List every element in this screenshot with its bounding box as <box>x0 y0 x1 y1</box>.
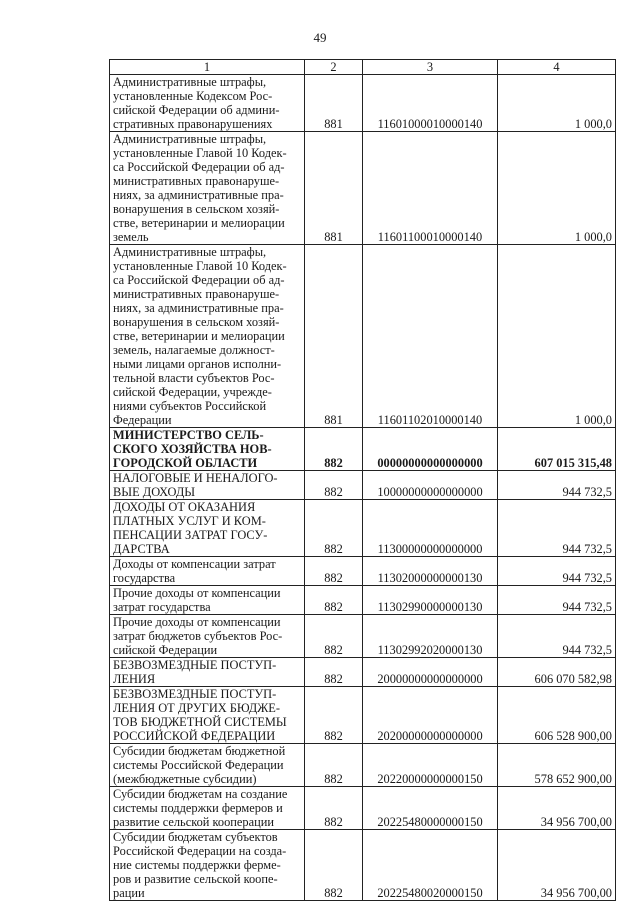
revenue-name-line: МИНИСТЕРСТВО СЕЛЬ- <box>113 428 264 442</box>
administrator-code-cell: 882 <box>305 500 363 557</box>
administrator-code-cell: 882 <box>305 744 363 787</box>
budget-classification-code-cell: 20225480000000150 <box>363 787 498 830</box>
revenue-name-line: системы Российской Федерации <box>113 758 284 772</box>
revenue-name-line: БЕЗВОЗМЕЗДНЫЕ ПОСТУП- <box>113 658 277 672</box>
amount-cell: 944 732,5 <box>498 615 616 658</box>
administrator-code-cell: 882 <box>305 830 363 901</box>
revenue-name-cell <box>110 557 305 586</box>
revenue-name-line: ТОВ БЮДЖЕТНОЙ СИСТЕМЫ <box>113 715 287 729</box>
table-row <box>110 615 616 658</box>
revenue-name-line: стве, ветеринарии и мелиорации <box>113 329 285 343</box>
revenue-name-line: Административные штрафы, <box>113 132 267 146</box>
revenue-name-line: Федерации <box>113 413 172 427</box>
revenue-table <box>109 59 616 901</box>
budget-classification-code-cell: 11601102010000140 <box>363 245 498 428</box>
revenue-name-line: ПЛАТНЫХ УСЛУГ И КОМ- <box>113 514 266 528</box>
revenue-name-cell <box>110 744 305 787</box>
administrator-code-cell: 882 <box>305 687 363 744</box>
administrator-code-cell: 882 <box>305 615 363 658</box>
revenue-name-line: са Российской Федерации об ад- <box>113 160 285 174</box>
revenue-name-cell <box>110 787 305 830</box>
page-number: 49 <box>313 30 327 45</box>
revenue-name-cell <box>110 132 305 245</box>
revenue-name-line: Субсидии бюджетам субъектов <box>113 830 278 844</box>
revenue-name-line: ВЫЕ ДОХОДЫ <box>113 485 196 499</box>
revenue-name-line: установленные Кодексом Рос- <box>113 89 273 103</box>
budget-classification-code-cell: 00000000000000000 <box>363 428 498 471</box>
revenue-name-cell <box>110 75 305 132</box>
budget-classification-code-cell: 20000000000000000 <box>363 658 498 687</box>
revenue-name-line: Прочие доходы от компенсации <box>113 615 281 629</box>
revenue-name-line: тельной власти субъектов Рос- <box>113 371 275 385</box>
table-row <box>110 658 616 687</box>
revenue-name-line: земель <box>113 230 149 244</box>
table-header-row <box>110 60 616 75</box>
table-row <box>110 75 616 132</box>
column-header-1: 1 <box>110 60 305 75</box>
revenue-name-line: министративных правонаруше- <box>113 287 280 301</box>
budget-classification-code-cell: 11302000000000130 <box>363 557 498 586</box>
revenue-name-cell <box>110 658 305 687</box>
table-row <box>110 687 616 744</box>
revenue-name-cell <box>110 687 305 744</box>
revenue-name-line: министративных правонаруше- <box>113 174 280 188</box>
revenue-name-line: стративных правонарушениях <box>113 117 273 131</box>
amount-cell: 944 732,5 <box>498 586 616 615</box>
revenue-name-line: рации <box>113 886 145 900</box>
revenue-name-line: государства <box>113 571 176 585</box>
revenue-name-line: ниях, за административные пра- <box>113 301 284 315</box>
administrator-code-cell: 882 <box>305 428 363 471</box>
revenue-name-line: ЛЕНИЯ <box>113 672 156 686</box>
revenue-name-line: ние системы поддержки ферме- <box>113 858 281 872</box>
revenue-name-cell <box>110 586 305 615</box>
table-row <box>110 787 616 830</box>
budget-classification-code-cell: 11302992020000130 <box>363 615 498 658</box>
budget-classification-code-cell: 20225480020000150 <box>363 830 498 901</box>
administrator-code-cell: 882 <box>305 586 363 615</box>
revenue-name-line: са Российской Федерации об ад- <box>113 273 285 287</box>
revenue-name-line: ров и развитие сельской коопе- <box>113 872 278 886</box>
revenue-name-line: земель, налагаемые должност- <box>113 343 275 357</box>
administrator-code-cell: 882 <box>305 658 363 687</box>
revenue-name-line: ДОХОДЫ ОТ ОКАЗАНИЯ <box>113 500 256 514</box>
table-row <box>110 245 616 428</box>
administrator-code-cell: 881 <box>305 245 363 428</box>
revenue-name-cell <box>110 471 305 500</box>
budget-classification-code-cell: 11302990000000130 <box>363 586 498 615</box>
revenue-name-cell <box>110 428 305 471</box>
table-row <box>110 830 616 901</box>
revenue-name-line: ными лицами органов исполни- <box>113 357 282 371</box>
budget-classification-code-cell: 20200000000000000 <box>363 687 498 744</box>
amount-cell: 1 000,0 <box>498 245 616 428</box>
revenue-name-line: ниями субъектов Российской <box>113 399 267 413</box>
table-row <box>110 132 616 245</box>
amount-cell: 1 000,0 <box>498 132 616 245</box>
revenue-name-line: (межбюджетные субсидии) <box>113 772 257 786</box>
revenue-name-line: сийской Федерации об админи- <box>113 103 280 117</box>
administrator-code-cell: 881 <box>305 132 363 245</box>
revenue-name-line: БЕЗВОЗМЕЗДНЫЕ ПОСТУП- <box>113 687 277 701</box>
column-header-3: 3 <box>363 60 498 75</box>
revenue-name-line: Доходы от компенсации затрат <box>113 557 276 571</box>
revenue-name-line: ПЕНСАЦИИ ЗАТРАТ ГОСУ- <box>113 528 268 542</box>
budget-classification-code-cell: 11300000000000000 <box>363 500 498 557</box>
revenue-name-cell <box>110 615 305 658</box>
revenue-name-line: Субсидии бюджетам на создание <box>113 787 288 801</box>
revenue-name-line: вонарушения в сельском хозяй- <box>113 315 280 329</box>
revenue-name-line: установленные Главой 10 Кодек- <box>113 146 287 160</box>
amount-cell: 607 015 315,48 <box>498 428 616 471</box>
table-row <box>110 586 616 615</box>
administrator-code-cell: 882 <box>305 787 363 830</box>
table-row <box>110 471 616 500</box>
amount-cell: 34 956 700,00 <box>498 787 616 830</box>
amount-cell: 1 000,0 <box>498 75 616 132</box>
revenue-name-line: ДАРСТВА <box>113 542 170 556</box>
revenue-name-line: ГОРОДСКОЙ ОБЛАСТИ <box>113 456 258 470</box>
table-body <box>110 75 616 901</box>
amount-cell: 944 732,5 <box>498 557 616 586</box>
administrator-code-cell: 882 <box>305 557 363 586</box>
budget-classification-code-cell: 20220000000000150 <box>363 744 498 787</box>
revenue-name-line: Административные штрафы, <box>113 245 267 259</box>
budget-classification-code-cell: 11601100010000140 <box>363 132 498 245</box>
revenue-name-line: развитие сельской кооперации <box>113 815 275 829</box>
table-row <box>110 557 616 586</box>
revenue-name-line: НАЛОГОВЫЕ И НЕНАЛОГО- <box>113 471 278 485</box>
revenue-name-line: сийской Федерации, учрежде- <box>113 385 272 399</box>
revenue-name-line: РОССИЙСКОЙ ФЕДЕРАЦИИ <box>113 729 276 743</box>
revenue-name-line: Субсидии бюджетам бюджетной <box>113 744 286 758</box>
revenue-name-line: вонарушения в сельском хозяй- <box>113 202 280 216</box>
amount-cell: 578 652 900,00 <box>498 744 616 787</box>
amount-cell: 34 956 700,00 <box>498 830 616 901</box>
column-header-2: 2 <box>305 60 363 75</box>
revenue-name-line: затрат бюджетов субъектов Рос- <box>113 629 283 643</box>
revenue-name-line: стве, ветеринарии и мелиорации <box>113 216 285 230</box>
revenue-name-line: ниях, за административные пра- <box>113 188 284 202</box>
budget-classification-code-cell: 10000000000000000 <box>363 471 498 500</box>
amount-cell: 944 732,5 <box>498 471 616 500</box>
revenue-name-line: Российской Федерации на созда- <box>113 844 287 858</box>
revenue-name-line: установленные Главой 10 Кодек- <box>113 259 287 273</box>
amount-cell: 606 070 582,98 <box>498 658 616 687</box>
administrator-code-cell: 881 <box>305 75 363 132</box>
revenue-name-line: Административные штрафы, <box>113 75 267 89</box>
revenue-name-line: ЛЕНИЯ ОТ ДРУГИХ БЮДЖЕ- <box>113 701 280 715</box>
amount-cell: 606 528 900,00 <box>498 687 616 744</box>
table-row <box>110 428 616 471</box>
column-header-4: 4 <box>498 60 616 75</box>
amount-cell: 944 732,5 <box>498 500 616 557</box>
revenue-name-line: системы поддержки фермеров и <box>113 801 283 815</box>
revenue-name-line: сийской Федерации <box>113 643 218 657</box>
revenue-name-cell <box>110 245 305 428</box>
table-row <box>110 500 616 557</box>
revenue-name-cell <box>110 830 305 901</box>
revenue-name-line: Прочие доходы от компенсации <box>113 586 281 600</box>
budget-classification-code-cell: 11601000010000140 <box>363 75 498 132</box>
revenue-name-cell <box>110 500 305 557</box>
table-row <box>110 744 616 787</box>
administrator-code-cell: 882 <box>305 471 363 500</box>
revenue-name-line: затрат государства <box>113 600 211 614</box>
revenue-name-line: СКОГО ХОЗЯЙСТВА НОВ- <box>113 442 272 456</box>
